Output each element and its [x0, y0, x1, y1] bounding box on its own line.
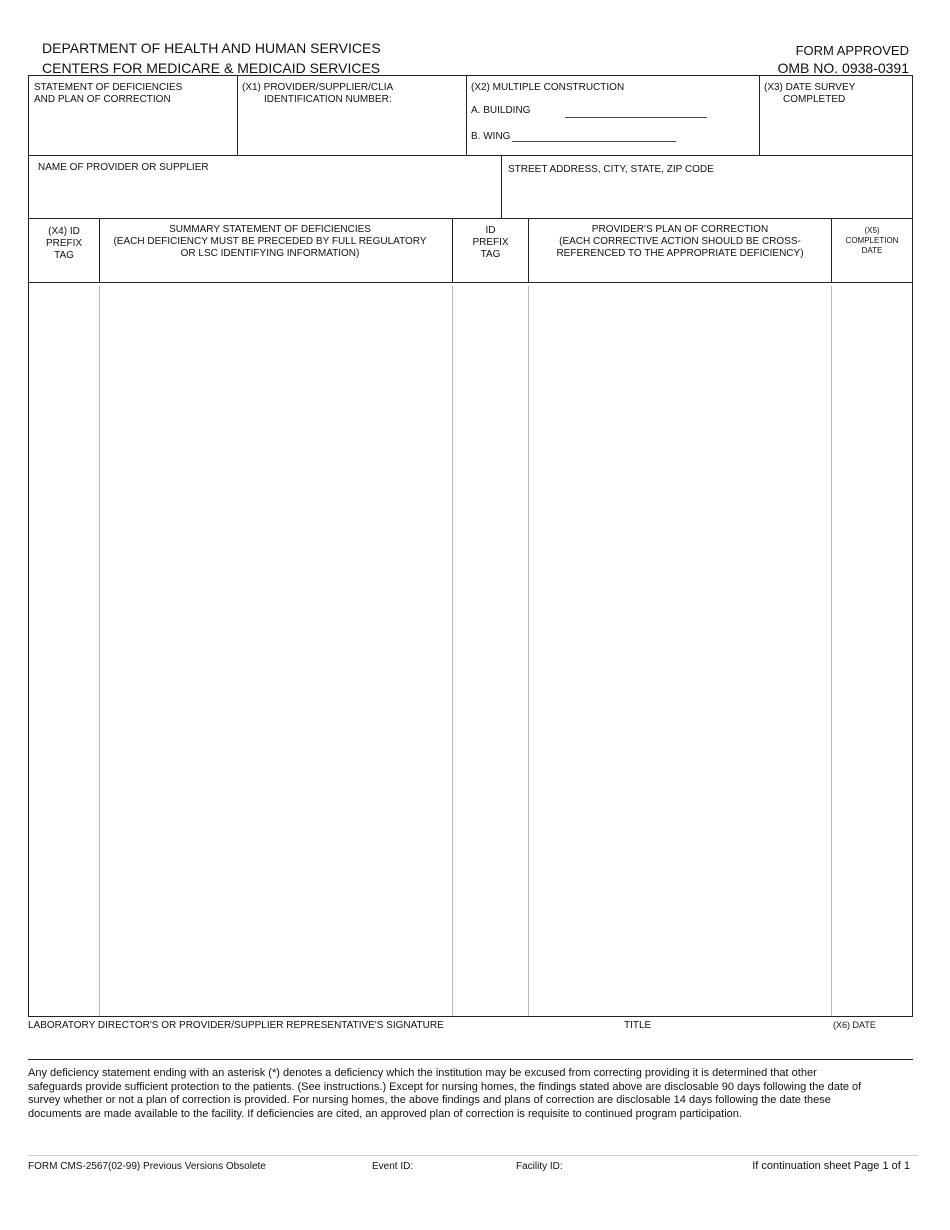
facility-id-label: Facility ID: [516, 1161, 563, 1172]
department-title: DEPARTMENT OF HEALTH AND HUMAN SERVICES [42, 40, 381, 56]
x3-label: (X3) DATE SURVEY COMPLETED [764, 82, 856, 105]
id-prefix-tag-header: ID PREFIX TAG [472, 225, 509, 260]
director-signature-field[interactable] [28, 1033, 608, 1057]
title-label: TITLE [624, 1020, 652, 1031]
director-signature-label: LABORATORY DIRECTOR'S OR PROVIDER/SUPPLIER REPRESENTATIVE'S SIGNATURE [28, 1020, 444, 1031]
provider-name-label: NAME OF PROVIDER OR SUPPLIER [38, 162, 209, 173]
body-col-line-4 [831, 286, 832, 1016]
summary-statement-header: SUMMARY STATEMENT OF DEFICIENCIES (EACH DEFICIENCY MUST BE PRECEDED BY FULL REGULATORY OR LSC IDENTIFYING INFORMATION) [113, 224, 427, 259]
event-id-label: Event ID: [372, 1161, 414, 1172]
body-col-line-3 [528, 286, 529, 1016]
x6-date-label: (X6) DATE [833, 1020, 876, 1030]
completion-date-field[interactable] [833, 284, 911, 1014]
disclosure-notice: Any deficiency statement ending with an asterisk (*) denotes a deficiency which the institution may be excused from correcting providing it is determined that other safeguards provide sufficient protection to the patients. (See instructions.) Except for nursing homes, the findings stated above are disclosable 90 days following the date of survey whether or not a plan of correction is provided. For nursing homes, the above findings and plans of correction are disclosable 14 days following the date these documents are made available to the facility. If deficiencies are cited, an approved plan of correction is requisite to continued program participation. [28, 1067, 862, 1120]
notice-rule [28, 1059, 913, 1060]
provider-id-field[interactable] [238, 110, 466, 154]
body-col-line-1 [99, 286, 100, 1016]
body-col-line-2 [452, 286, 453, 1016]
summary-statement-field[interactable] [101, 284, 451, 1014]
plan-of-correction-header: PROVIDER'S PLAN OF CORRECTION (EACH CORRECTIVE ACTION SHOULD BE CROSS- REFERENCED TO THE APPROPRIATE DEFICIENCY) [556, 224, 804, 259]
x4-prefix-tag-field[interactable] [30, 284, 98, 1014]
wing-label: B. WING [471, 131, 511, 142]
header-rule [28, 75, 913, 76]
x1-label: (X1) PROVIDER/SUPPLIER/CLIA IDENTIFICATION NUMBER: [242, 82, 394, 105]
row2-divider [501, 155, 502, 218]
statement-label: STATEMENT OF DEFICIENCIES AND PLAN OF CORRECTION [34, 82, 183, 105]
row1-bottom-rule [28, 155, 913, 156]
omb-number: OMB NO. 0938-0391 [777, 60, 909, 76]
street-address-field[interactable] [503, 178, 911, 217]
x6-date-field[interactable] [830, 1033, 912, 1057]
provider-name-field[interactable] [30, 176, 500, 217]
street-address-label: STREET ADDRESS, CITY, STATE, ZIP CODE [508, 164, 714, 175]
title-field[interactable] [612, 1033, 827, 1057]
agency-title: CENTERS FOR MEDICARE & MEDICAID SERVICES [42, 60, 381, 76]
frame-right [912, 75, 913, 1017]
plan-of-correction-field[interactable] [530, 284, 830, 1014]
building-field[interactable] [565, 117, 707, 118]
row1-divider-2 [466, 75, 467, 155]
wing-field[interactable] [512, 141, 676, 142]
continuation-sheet-page: If continuation sheet Page 1 of 1 [752, 1160, 910, 1172]
form-id: FORM CMS-2567(02-99) Previous Versions Obsolete [28, 1161, 266, 1172]
x4-prefix-tag-header: (X4) ID PREFIX TAG [45, 226, 83, 261]
building-label: A. BUILDING [471, 105, 531, 116]
frame-left [28, 75, 29, 1017]
x5-completion-date-header: (X5) COMPLETION DATE [845, 226, 899, 255]
row2-bottom-rule [28, 218, 913, 219]
date-survey-field[interactable] [760, 110, 912, 154]
body-bottom-rule [28, 1016, 913, 1017]
footer-rule [28, 1155, 918, 1156]
id-prefix-tag-field[interactable] [454, 284, 527, 1014]
x2-label: (X2) MULTIPLE CONSTRUCTION [471, 82, 625, 93]
form-approved: FORM APPROVED [795, 43, 909, 58]
columns-bottom-rule [28, 282, 913, 283]
